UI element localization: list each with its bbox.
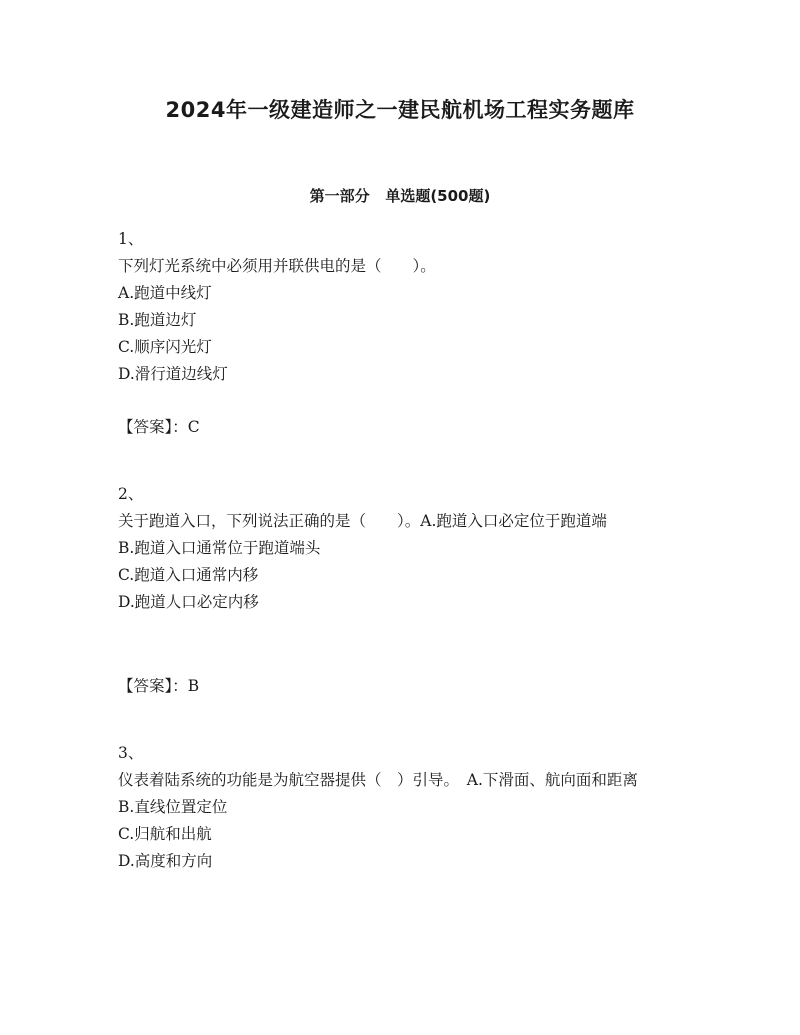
question-number: 3、	[118, 744, 144, 762]
option-b: B.跑道边灯	[118, 311, 197, 329]
section-heading	[0, 185, 800, 206]
option-c: C.顺序闪光灯	[118, 338, 212, 356]
page-title: 2024年一级建造师之一建民航机场工程实务题库	[165, 98, 635, 122]
answer-value: B	[187, 677, 200, 695]
option-d: D.滑行道边线灯	[118, 365, 228, 383]
question-number: 1、	[118, 230, 144, 248]
answer-label: 【答案】：	[118, 677, 188, 695]
option-b: B.直线位置定位	[118, 798, 228, 816]
section-name: 单选题(500题)	[385, 187, 491, 205]
option-d: D.跑道人口必定内移	[118, 593, 259, 611]
question-stem: 关于跑道入口，下列说法正确的是（ ）。A.跑道入口必定位于跑道端	[118, 512, 607, 530]
question-2	[118, 481, 688, 616]
question-1	[118, 226, 688, 388]
option-d: D.高度和方向	[118, 852, 213, 870]
answer-1	[118, 414, 200, 441]
question-stem: 下列灯光系统中必须用并联供电的是（ ）。	[118, 257, 436, 275]
question-stem: 仪表着陆系统的功能是为航空器提供（ ）引导。 A.下滑面、航向面和距离	[118, 771, 638, 789]
answer-label: 【答案】：	[118, 418, 188, 436]
option-c: C.归航和出航	[118, 825, 212, 843]
question-number: 2、	[118, 485, 144, 503]
answer-2	[118, 673, 199, 700]
option-b: B.跑道入口通常位于跑道端头	[118, 539, 321, 557]
question-3	[118, 740, 688, 875]
answer-value: C	[187, 418, 200, 436]
option-c: C.跑道入口通常内移	[118, 566, 259, 584]
section-part: 第一部分	[309, 187, 370, 205]
option-a: A.跑道中线灯	[118, 284, 212, 302]
